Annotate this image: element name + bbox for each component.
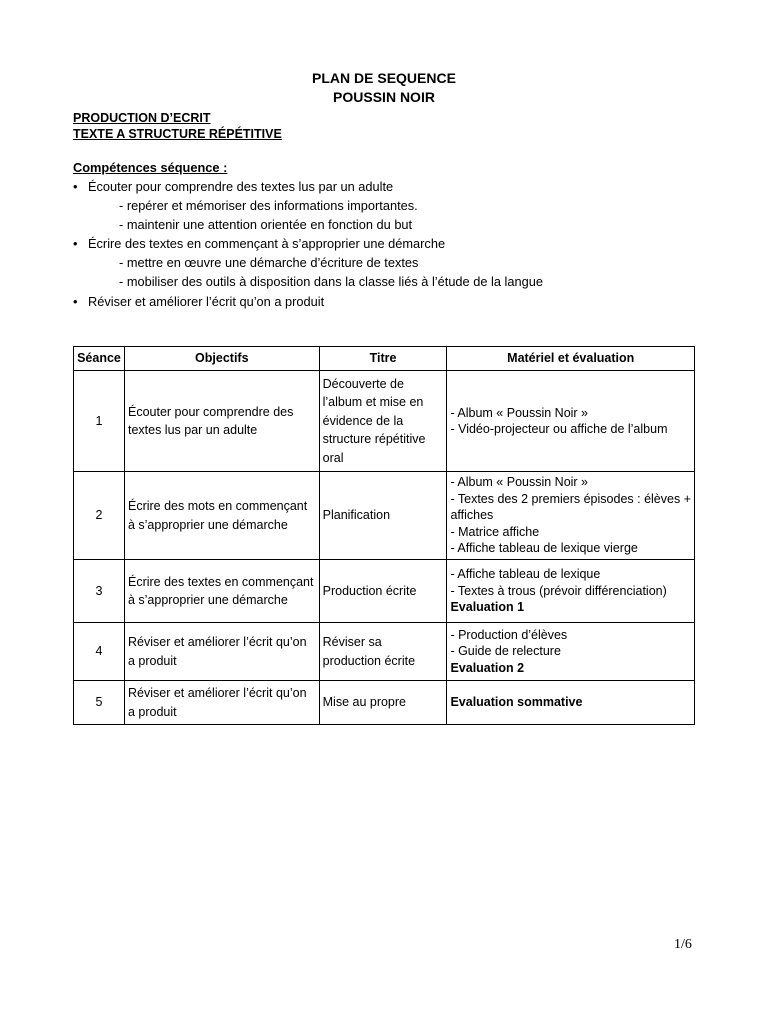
header-materiel: Matériel et évaluation (447, 347, 695, 371)
evaluation-label: Evaluation 1 (450, 600, 525, 615)
cell-materiel (447, 371, 695, 472)
subtitle-production: PRODUCTION D’ECRIT (73, 111, 211, 125)
cell-materiel (447, 472, 695, 560)
cell-objectif: Réviser et améliorer l’écrit qu’on a produit (124, 623, 319, 681)
competence-item (73, 234, 713, 253)
cell-seance: 4 (74, 623, 125, 681)
materiel-line: - Matrice affiche (450, 524, 540, 539)
competence-sub: - repérer et mémoriser des informations importantes. (119, 198, 418, 213)
competence-text: Réviser et améliorer l’écrit qu’on a produit (88, 294, 325, 309)
cell-seance: 1 (74, 371, 125, 472)
cell-materiel (447, 560, 695, 623)
materiel-line: - Affiche tableau de lexique vierge (450, 541, 638, 556)
subtitle-texte: TEXTE A STRUCTURE RÉPÉTITIVE (73, 127, 282, 141)
header-objectifs: Objectifs (124, 347, 319, 371)
document-title (0, 69, 768, 107)
table-row (74, 371, 695, 472)
cell-objectif: Écrire des textes en commençant à s’approprier une démarche (124, 560, 319, 623)
sequence-table (73, 346, 695, 725)
bullet-icon: • (73, 294, 78, 309)
materiel-line: - Vidéo-projecteur ou affiche de l’album (450, 422, 668, 436)
table-row (74, 472, 695, 560)
title-line-1: PLAN DE SEQUENCE (312, 70, 456, 86)
table-row (74, 623, 695, 681)
subtitles (73, 110, 282, 142)
title-line-2: POUSSIN NOIR (333, 89, 435, 105)
cell-seance: 2 (74, 472, 125, 560)
competences-heading: Compétences séquence : (73, 160, 228, 175)
competence-item (73, 292, 713, 311)
cell-seance: 5 (74, 681, 125, 725)
materiel-line: - Album « Poussin Noir » (450, 475, 589, 490)
bullet-icon: • (73, 236, 78, 251)
competence-sub: - maintenir une attention orientée en fonction du but (119, 217, 413, 232)
competence-text: Écouter pour comprendre des textes lus par un adulte (88, 179, 394, 194)
header-titre: Titre (319, 347, 447, 371)
cell-titre: Réviser sa production écrite (319, 623, 447, 681)
cell-objectif: Écouter pour comprendre des textes lus par un adulte (124, 371, 319, 472)
cell-titre: Production écrite (319, 560, 447, 623)
cell-objectif: Réviser et améliorer l’écrit qu’on a produit (124, 681, 319, 725)
cell-objectif: Écrire des mots en commençant à s’approprier une démarche (124, 472, 319, 560)
competence-sub: - mobiliser des outils à disposition dans la classe liés à l’étude de la langue (119, 274, 543, 289)
evaluation-label: Evaluation sommative (450, 695, 583, 710)
cell-materiel (447, 681, 695, 725)
table-header-row (74, 347, 695, 371)
competences-section (73, 158, 713, 311)
competence-sub: - mettre en œuvre une démarche d’écriture de textes (119, 255, 419, 270)
materiel-line: - Guide de relecture (450, 644, 561, 659)
cell-titre: Planification (319, 472, 447, 560)
table-row (74, 681, 695, 725)
materiel-line: - Album « Poussin Noir » (450, 405, 589, 420)
header-seance: Séance (74, 347, 125, 371)
table-row (74, 560, 695, 623)
cell-materiel (447, 623, 695, 681)
cell-titre: Découverte de l’album et mise en évidence de la structure répétitive oral (319, 371, 447, 472)
competence-text: Écrire des textes en commençant à s’approprier une démarche (88, 236, 446, 251)
materiel-line: - Textes des 2 premiers épisodes : élèves + affiches (450, 491, 691, 523)
cell-seance: 3 (74, 560, 125, 623)
materiel-line: - Textes à trous (prévoir différenciation) (450, 583, 667, 598)
materiel-line: - Production d’élèves (450, 627, 568, 642)
bullet-icon: • (73, 179, 78, 194)
page-number: 1/6 (674, 937, 692, 952)
materiel-line: - Affiche tableau de lexique (450, 567, 601, 582)
cell-titre: Mise au propre (319, 681, 447, 725)
evaluation-label: Evaluation 2 (450, 660, 525, 675)
competence-item (73, 177, 713, 196)
